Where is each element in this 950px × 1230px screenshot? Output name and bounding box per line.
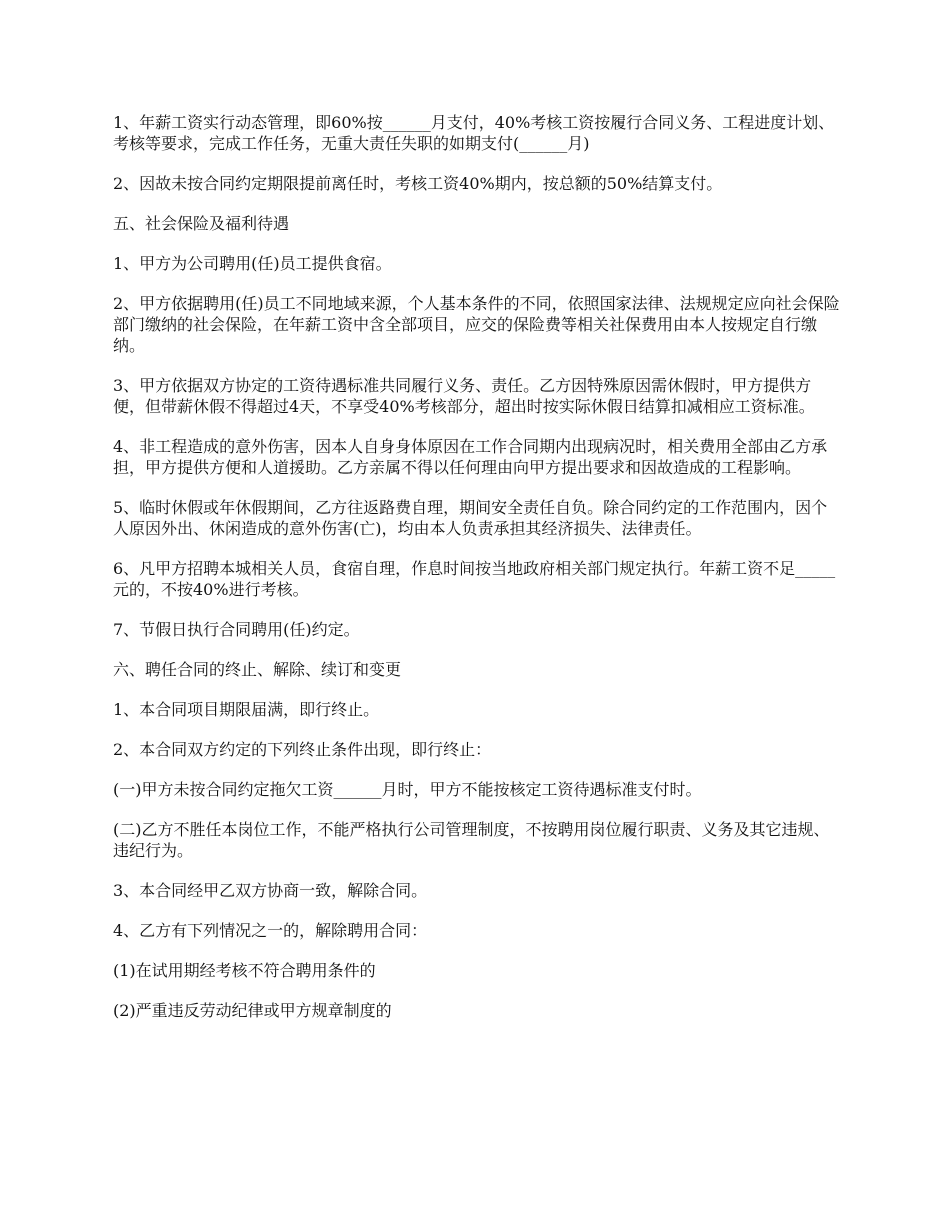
paragraph-11: 2、本合同双方约定的下列终止条件出现，即行终止：	[113, 740, 492, 759]
paragraph-13: (二)乙方不胜任本岗位工作，不能严格执行公司管理制度，不按聘用岗位履行职责、义务及其它违规、违纪行为。	[113, 820, 830, 860]
paragraph-9: 7、节假日执行合同聘用(任)约定。	[113, 620, 360, 639]
paragraph-7: 5、临时休假或年休假期间，乙方往返路费自理，期间安全责任自负。除合同约定的工作范围内，因个人原因外出、休闲造成的意外伤害(亡)，均由本人负责承担其经济损失、法律责任。	[113, 498, 828, 538]
paragraph-5: 3、甲方依据双方协定的工资待遇标准共同履行义务、责任。乙方因特殊原因需休假时，甲方提供方便，但带薪休假不得超过4天，不享受40%考核部分，超出时按实际休假日结算扣减相应工资标准。	[113, 376, 815, 416]
paragraph-2: 2、因故未按合同约定期限提前离任时，考核工资40%期内，按总额的50%结算支付。	[113, 174, 723, 193]
paragraph-12: (一)甲方未按合同约定拖欠工资______月时，甲方不能按核定工资待遇标准支付时。	[113, 780, 702, 799]
paragraph-16: (1)在试用期经考核不符合聘用条件的	[113, 961, 376, 980]
paragraph-8: 6、凡甲方招聘本城相关人员，食宿自理，作息时间按当地政府相关部门规定执行。年薪工资不足_____元的，不按40%进行考核。	[113, 559, 836, 599]
section-heading-termination: 六、聘任合同的终止、解除、续订和变更	[113, 660, 402, 679]
paragraph-10: 1、本合同项目期限届满，即行终止。	[113, 700, 380, 719]
paragraph-3: 1、甲方为公司聘用(任)员工提供食宿。	[113, 254, 392, 273]
section-heading-social-insurance: 五、社会保险及福利待遇	[113, 214, 290, 233]
paragraph-6: 4、非工程造成的意外伤害，因本人自身身体原因在工作合同期内出现病况时，相关费用全部由乙方承担，甲方提供方便和人道援助。乙方亲属不得以任何理由向甲方提出要求和因故造成的工程影响。	[113, 437, 828, 477]
paragraph-14: 3、本合同经甲乙双方协商一致，解除合同。	[113, 881, 428, 900]
paragraph-1: 1、年薪工资实行动态管理，即60%按______月支付，40%考核工资按履行合同义务、工程进度计划、考核等要求，完成工作任务，无重大责任失职的如期支付(______月)	[113, 113, 835, 153]
document-body	[113, 112, 841, 1040]
paragraph-15: 4、乙方有下列情况之一的，解除聘用合同：	[113, 921, 428, 940]
paragraph-17: (2)严重违反劳动纪律或甲方规章制度的	[113, 1001, 392, 1020]
paragraph-4: 2、甲方依据聘用(任)员工不同地域来源，个人基本条件的不同，依照国家法律、法规规定应向社会保险部门缴纳的社会保险，在年薪工资中含全部项目，应交的保险费等相关社保费用由本人按规定自行缴纳。	[113, 294, 840, 355]
